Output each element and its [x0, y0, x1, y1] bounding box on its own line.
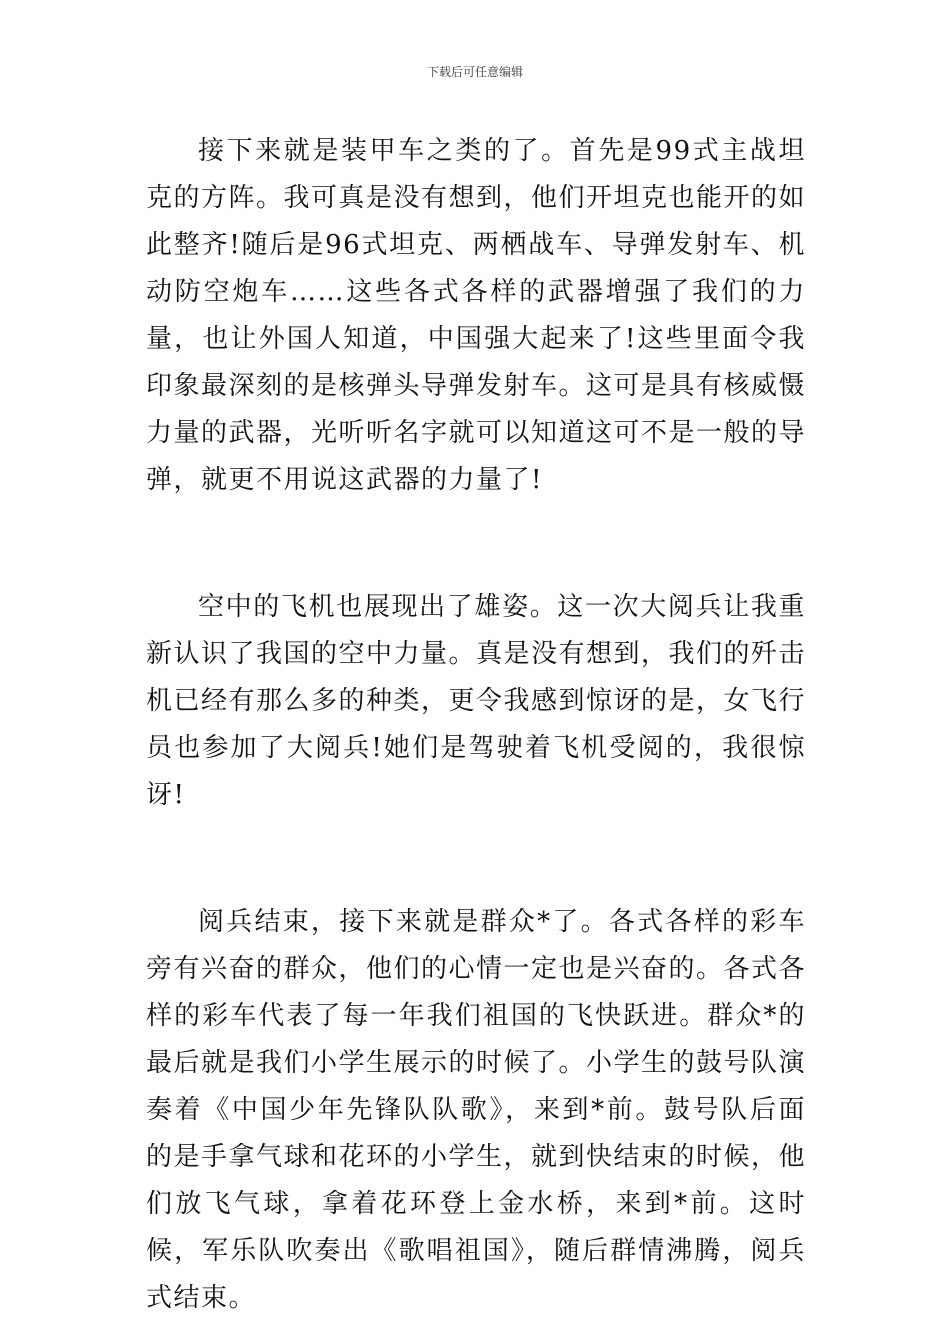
document-body — [146, 128, 806, 1322]
paragraph-mass-parade: 阅兵结束，接下来就是群众*了。各式各样的彩车旁有兴奋的群众，他们的心情一定也是兴奋的。各式各样的彩车代表了每一年我们祖国的飞快跃进。群众*的最后就是我们小学生展示的时候了。小学生的鼓号队演奏着《中国少年先锋队队歌》，来到*前。鼓号队后面的是手拿气球和花环的小学生，就到快结束的时候，他们放飞气球，拿着花环登上金水桥，来到*前。这时候，军乐队吹奏出《歌唱祖国》，随后群情沸腾，阅兵式结束。 — [146, 907, 807, 1313]
page-header: 下载后可任意编辑 — [426, 65, 523, 79]
paragraph-armored-vehicles: 接下来就是装甲车之类的了。首先是99式主战坦克的方阵。我可真是没有想到，他们开坦克也能开的如此整齐!随后是96式坦克、两栖战车、导弹发射车、机动防空炮车……这些各式各样的武器增强了我们的力量，也让外国人知道，中国强大起来了!这些里面令我印象最深刻的是核弹头导弹发射车。这可是具有核威慑力量的武器，光听听名字就可以知道这可不是一般的导弹，就更不用说这武器的力量了! — [146, 136, 807, 495]
paragraph-aircraft: 空中的飞机也展现出了雄姿。这一次大阅兵让我重新认识了我国的空中力量。真是没有想到，我们的歼击机已经有那么多的种类，更令我感到惊讶的是，女飞行员也参加了大阅兵!她们是驾驶着飞机受阅的，我很惊讶! — [146, 592, 807, 810]
